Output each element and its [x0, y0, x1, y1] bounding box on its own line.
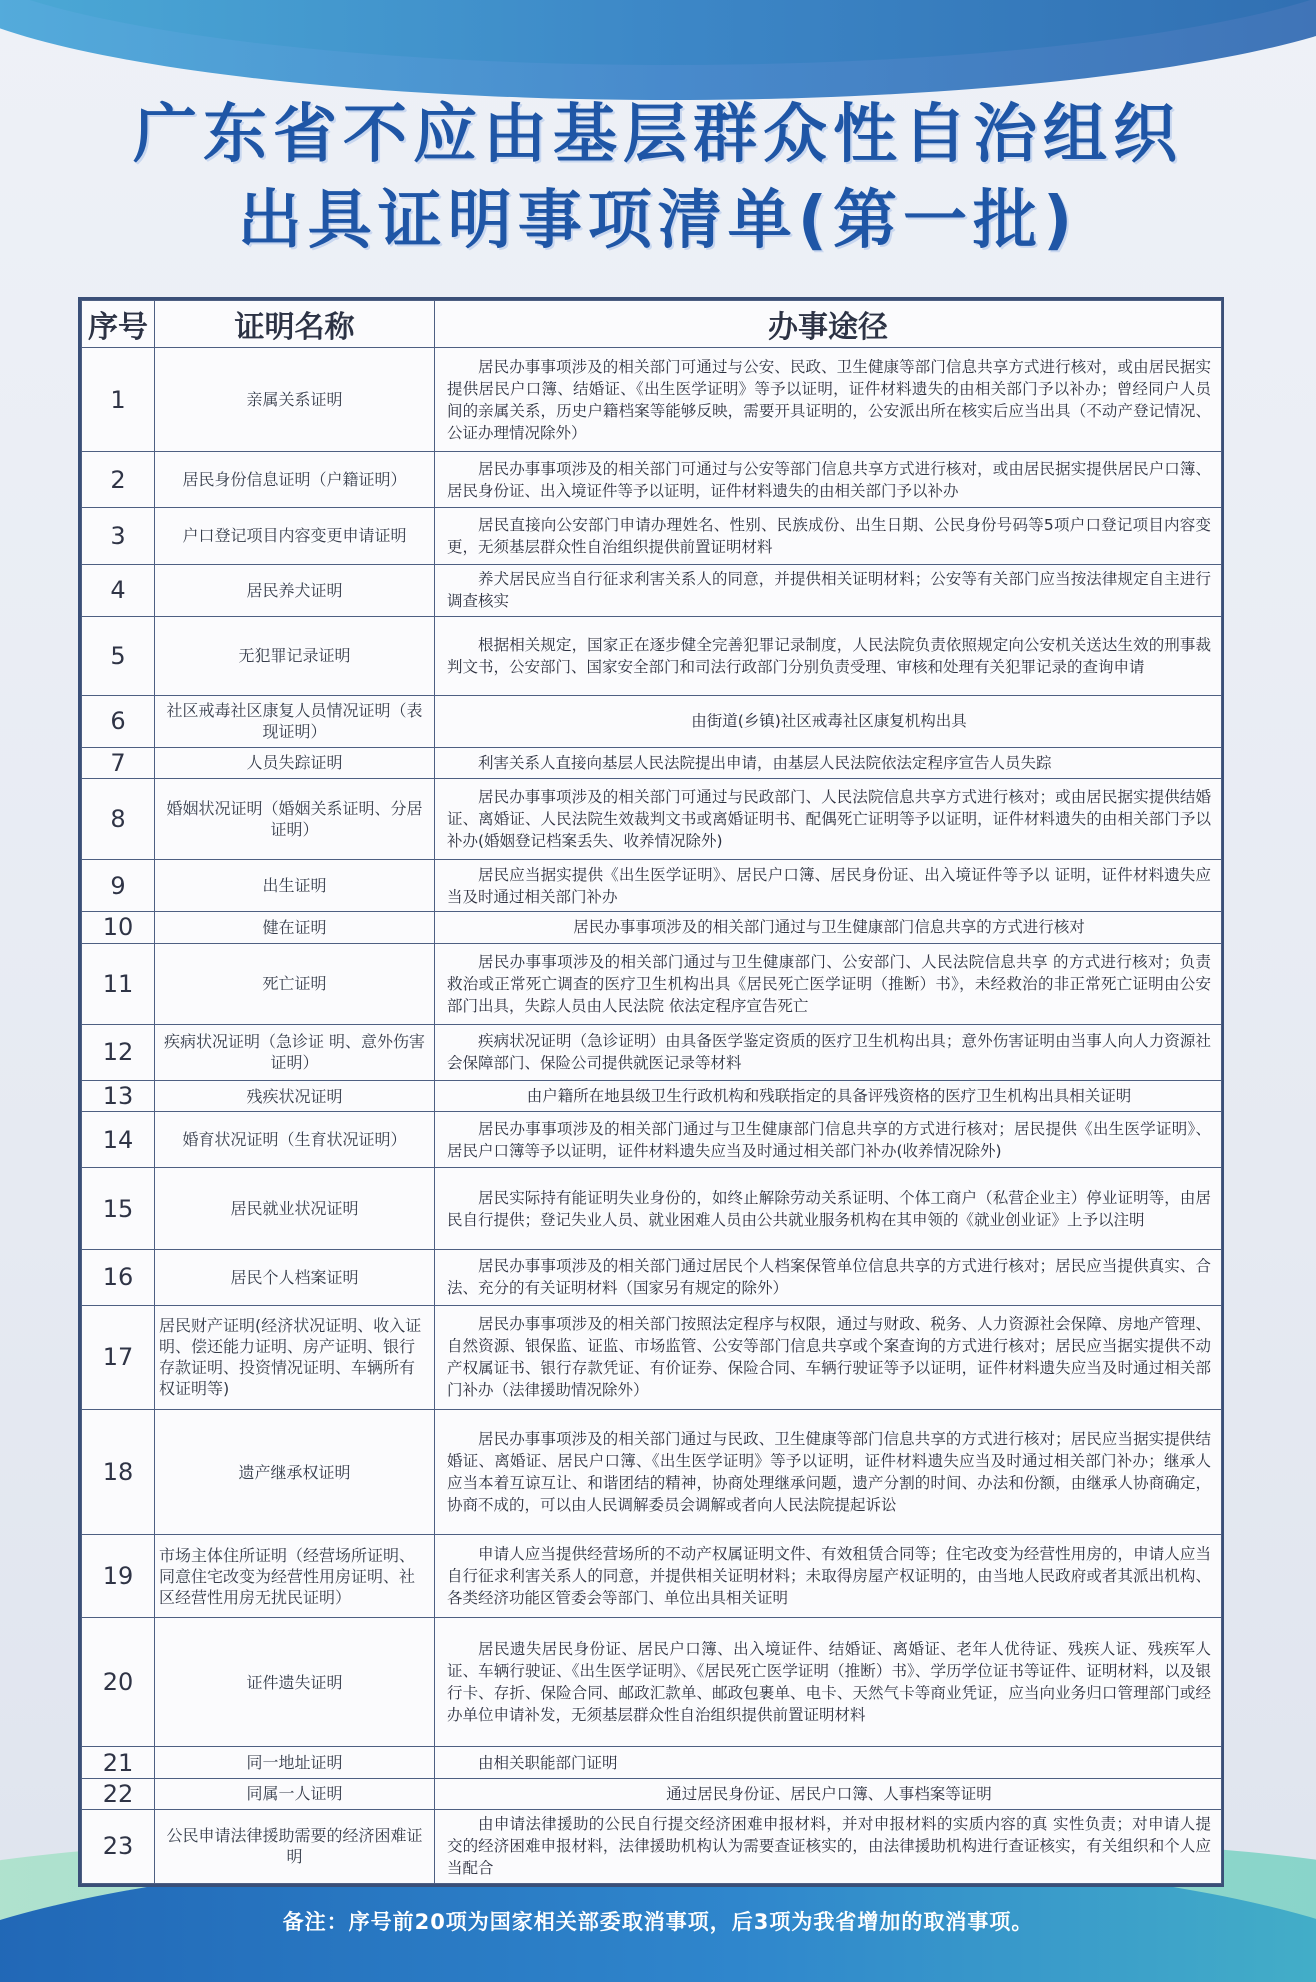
handling-method: 居民实际持有能证明失业身份的，如终止解除劳动关系证明、个体工商户（私营企业主）停业证明等，由居民自行提供；登记失业人员、就业困难人员由公共就业服务机构在其申领的《就业创业证》上予以注明: [435, 1168, 1222, 1249]
certificate-table: [78, 297, 1224, 1887]
handling-method: 根据相关规定，国家正在逐步健全完善犯罪记录制度，人民法院负责依照规定向公安机关送达生效的刑事裁判文书，公安部门、国家安全部门和司法行政部门分别负责受理、审核和处理有关犯罪记录的查询申请: [435, 616, 1222, 695]
header-name: 证明名称: [155, 301, 435, 348]
certificate-name: 同一地址证明: [155, 1747, 435, 1778]
handling-method: 居民办事事项涉及的相关部门通过居民个人档案保管单位信息共享的方式进行核对；居民应当提供真实、合法、充分的有关证明材料（国家另有规定的除外）: [435, 1249, 1222, 1305]
handling-method: 居民办事事项涉及的相关部门通过与民政、卫生健康等部门信息共享的方式进行核对；居民应当据实提供结婚证、离婚证、居民户口簿、《出生医学证明》等予以证明，证件材料遗失应当及时通过相关部门补办；继承人应当本着互谅互让、和谐团结的精神，协商处理继承问题，遗产分割的时间、办法和份额，由继承人协商确定，协商不成的，可以由人民调解委员会调解或者向人民法院提起诉讼: [435, 1410, 1222, 1535]
row-number: 22: [82, 1778, 155, 1809]
handling-method: 居民办事事项涉及的相关部门可通过与公安等部门信息共享方式进行核对，或由居民据实提供居民户口簿、居民身份证、出入境证件等予以证明，证件材料遗失的由相关部门予以补办: [435, 452, 1222, 508]
row-number: 5: [82, 616, 155, 695]
handling-method: 申请人应当提供经营场所的不动产权属证明文件、有效租赁合同等；住宅改变为经营性用房的，申请人应当自行征求利害关系人的同意，并提供相关证明材料；未取得房屋产权证明的，由当地人民政府或者其派出机构、各类经济功能区管委会等部门、单位出具相关证明: [435, 1534, 1222, 1617]
table-row: [82, 1305, 1222, 1409]
row-number: 18: [82, 1410, 155, 1535]
handling-method: 居民办事事项涉及的相关部门按照法定程序与权限，通过与财政、税务、人力资源社会保障、房地产管理、自然资源、银保监、证监、市场监管、公安等部门信息共享或个案查询的方式进行核对；居民应当据实提供不动产权属证书、银行存款凭证、有价证券、保险合同、车辆行驶证等予以证明，证件材料遗失应当及时通过相关部门补办（法律援助情况除外）: [435, 1305, 1222, 1409]
footnote: 备注：序号前20项为国家相关部委取消事项，后3项为我省增加的取消事项。: [282, 1910, 1034, 1934]
handling-method: 居民办事事项涉及的相关部门可通过与公安、民政、卫生健康等部门信息共享方式进行核对，或由居民据实提供居民户口簿、结婚证、《出生医学证明》等予以证明，证件材料遗失的由相关部门予以补办；曾经同户人员间的亲属关系，历史户籍档案等能够反映，需要开具证明的，公安派出所在核实后应当出具（不动产登记情况、公证办理情况除外）: [435, 348, 1222, 452]
row-number: 4: [82, 564, 155, 616]
row-number: 7: [82, 747, 155, 778]
table-row: [82, 1081, 1222, 1112]
row-number: 13: [82, 1081, 155, 1112]
header-no: 序号: [82, 301, 155, 348]
certificate-name: 居民养犬证明: [155, 564, 435, 616]
certificate-name: 居民就业状况证明: [155, 1168, 435, 1249]
table-row: [82, 747, 1222, 778]
certificate-name: 市场主体住所证明（经营场所证明、同意住宅改变为经营性用房证明、社区经营性用房无扰民证明）: [155, 1534, 435, 1617]
certificate-name: 死亡证明: [155, 943, 435, 1024]
certificate-name: 遗产继承权证明: [155, 1410, 435, 1535]
certificate-table-grid: [81, 300, 1222, 1884]
table-row: [82, 508, 1222, 564]
row-number: 10: [82, 912, 155, 943]
row-number: 15: [82, 1168, 155, 1249]
certificate-name: 健在证明: [155, 912, 435, 943]
handling-method: 居民办事事项涉及的相关部门可通过与民政部门、人民法院信息共享方式进行核对；或由居民据实提供结婚证、离婚证、人民法院生效裁判文书或离婚证明书、配偶死亡证明等予以证明，证件材料遗失的由相关部门予以补办(婚姻登记档案丢失、收养情况除外): [435, 779, 1222, 860]
certificate-name: 户口登记项目内容变更申请证明: [155, 508, 435, 564]
handling-method: 由户籍所在地县级卫生行政机构和残联指定的具备评残资格的医疗卫生机构出具相关证明: [435, 1081, 1222, 1112]
handling-method: 养犬居民应当自行征求利害关系人的同意，并提供相关证明材料；公安等有关部门应当按法律规定自主进行调查核实: [435, 564, 1222, 616]
handling-method: 居民直接向公安部门申请办理姓名、性别、民族成份、出生日期、公民身份号码等5项户口登记项目内容变更，无须基层群众性自治组织提供前置证明材料: [435, 508, 1222, 564]
certificate-name: 居民个人档案证明: [155, 1249, 435, 1305]
table-row: [82, 1618, 1222, 1747]
table-row: [82, 779, 1222, 860]
certificate-name: 社区戒毒社区康复人员情况证明（表现证明）: [155, 695, 435, 747]
row-number: 20: [82, 1618, 155, 1747]
table-row: [82, 616, 1222, 695]
table-row: [82, 943, 1222, 1024]
handling-method: 居民遗失居民身份证、居民户口簿、出入境证件、结婚证、离婚证、老年人优待证、残疾人证、残疾军人证、车辆行驶证、《出生医学证明》、《居民死亡医学证明（推断）书》、学历学位证书等证件、证明材料，以及银行卡、存折、保险合同、邮政汇款单、邮政包裹单、电卡、天然气卡等商业凭证，应当向业务归口管理部门或经办单位申请补发，无须基层群众性自治组织提供前置证明材料: [435, 1618, 1222, 1747]
table-row: [82, 1747, 1222, 1778]
certificate-name: 残疾状况证明: [155, 1081, 435, 1112]
table-header-row: [82, 301, 1222, 348]
table-row: [82, 695, 1222, 747]
certificate-name: 亲属关系证明: [155, 348, 435, 452]
certificate-name: 证件遗失证明: [155, 1618, 435, 1747]
page-title-line2: 出具证明事项清单(第一批): [237, 184, 1079, 258]
table-row: [82, 1778, 1222, 1809]
certificate-name: 居民身份信息证明（户籍证明）: [155, 452, 435, 508]
row-number: 1: [82, 348, 155, 452]
row-number: 12: [82, 1024, 155, 1080]
handling-method: 居民办事事项涉及的相关部门通过与卫生健康部门信息共享的方式进行核对: [435, 912, 1222, 943]
row-number: 23: [82, 1809, 155, 1883]
handling-method: 通过居民身份证、居民户口簿、人事档案等证明: [435, 1778, 1222, 1809]
certificate-name: 同属一人证明: [155, 1778, 435, 1809]
table-row: [82, 1410, 1222, 1535]
handling-method: 疾病状况证明（急诊证明）由具备医学鉴定资质的医疗卫生机构出具；意外伤害证明由当事人向人力资源社会保障部门、保险公司提供就医记录等材料: [435, 1024, 1222, 1080]
table-row: [82, 1809, 1222, 1883]
table-row: [82, 452, 1222, 508]
row-number: 19: [82, 1534, 155, 1617]
decor-wave-top: [0, 0, 1316, 100]
row-number: 11: [82, 943, 155, 1024]
row-number: 16: [82, 1249, 155, 1305]
table-row: [82, 348, 1222, 452]
row-number: 17: [82, 1305, 155, 1409]
row-number: 2: [82, 452, 155, 508]
table-row: [82, 860, 1222, 912]
header-way: 办事途径: [435, 301, 1222, 348]
table-row: [82, 1024, 1222, 1080]
certificate-name: 婚姻状况证明（婚姻关系证明、分居证明）: [155, 779, 435, 860]
handling-method: 居民应当据实提供《出生医学证明》、居民户口簿、居民身份证、出入境证件等予以 证明，证件材料遗失应当及时通过相关部门补办: [435, 860, 1222, 912]
row-number: 6: [82, 695, 155, 747]
certificate-name: 公民申请法律援助需要的经济困难证明: [155, 1809, 435, 1883]
table-row: [82, 1168, 1222, 1249]
certificate-name: 人员失踪证明: [155, 747, 435, 778]
handling-method: 由街道(乡镇)社区戒毒社区康复机构出具: [435, 695, 1222, 747]
handling-method: 居民办事事项涉及的相关部门通过与卫生健康部门、公安部门、人民法院信息共享 的方式进行核对；负责救治或正常死亡调查的医疗卫生机构出具《居民死亡医学证明（推断）书》，未经救治的非正常死亡证明由公安部门出具，失踪人员由人民法院 依法定程序宣告死亡: [435, 943, 1222, 1024]
table-row: [82, 564, 1222, 616]
certificate-name: 居民财产证明(经济状况证明、收入证明、偿还能力证明、房产证明、银行存款证明、投资情况证明、车辆所有权证明等): [155, 1305, 435, 1409]
table-row: [82, 912, 1222, 943]
page-title-line1: 广东省不应由基层群众性自治组织: [133, 98, 1183, 172]
row-number: 9: [82, 860, 155, 912]
handling-method: 由相关职能部门证明: [435, 1747, 1222, 1778]
row-number: 21: [82, 1747, 155, 1778]
row-number: 8: [82, 779, 155, 860]
certificate-name: 出生证明: [155, 860, 435, 912]
handling-method: 由申请法律援助的公民自行提交经济困难申报材料，并对申报材料的实质内容的真 实性负责；对申请人提交的经济困难申报材料，法律援助机构认为需要查证核实的，由法律援助机构进行查证核实，有关组织和个人应当配合: [435, 1809, 1222, 1883]
row-number: 14: [82, 1112, 155, 1168]
certificate-name: 婚育状况证明（生育状况证明）: [155, 1112, 435, 1168]
handling-method: 居民办事事项涉及的相关部门通过与卫生健康部门信息共享的方式进行核对；居民提供《出生医学证明》、居民户口簿等予以证明，证件材料遗失应当及时通过相关部门补办(收养情况除外): [435, 1112, 1222, 1168]
handling-method: 利害关系人直接向基层人民法院提出申请，由基层人民法院依法定程序宣告人员失踪: [435, 747, 1222, 778]
certificate-name: 无犯罪记录证明: [155, 616, 435, 695]
table-row: [82, 1249, 1222, 1305]
table-row: [82, 1112, 1222, 1168]
row-number: 3: [82, 508, 155, 564]
table-row: [82, 1534, 1222, 1617]
certificate-name: 疾病状况证明（急诊证 明、意外伤害证明）: [155, 1024, 435, 1080]
